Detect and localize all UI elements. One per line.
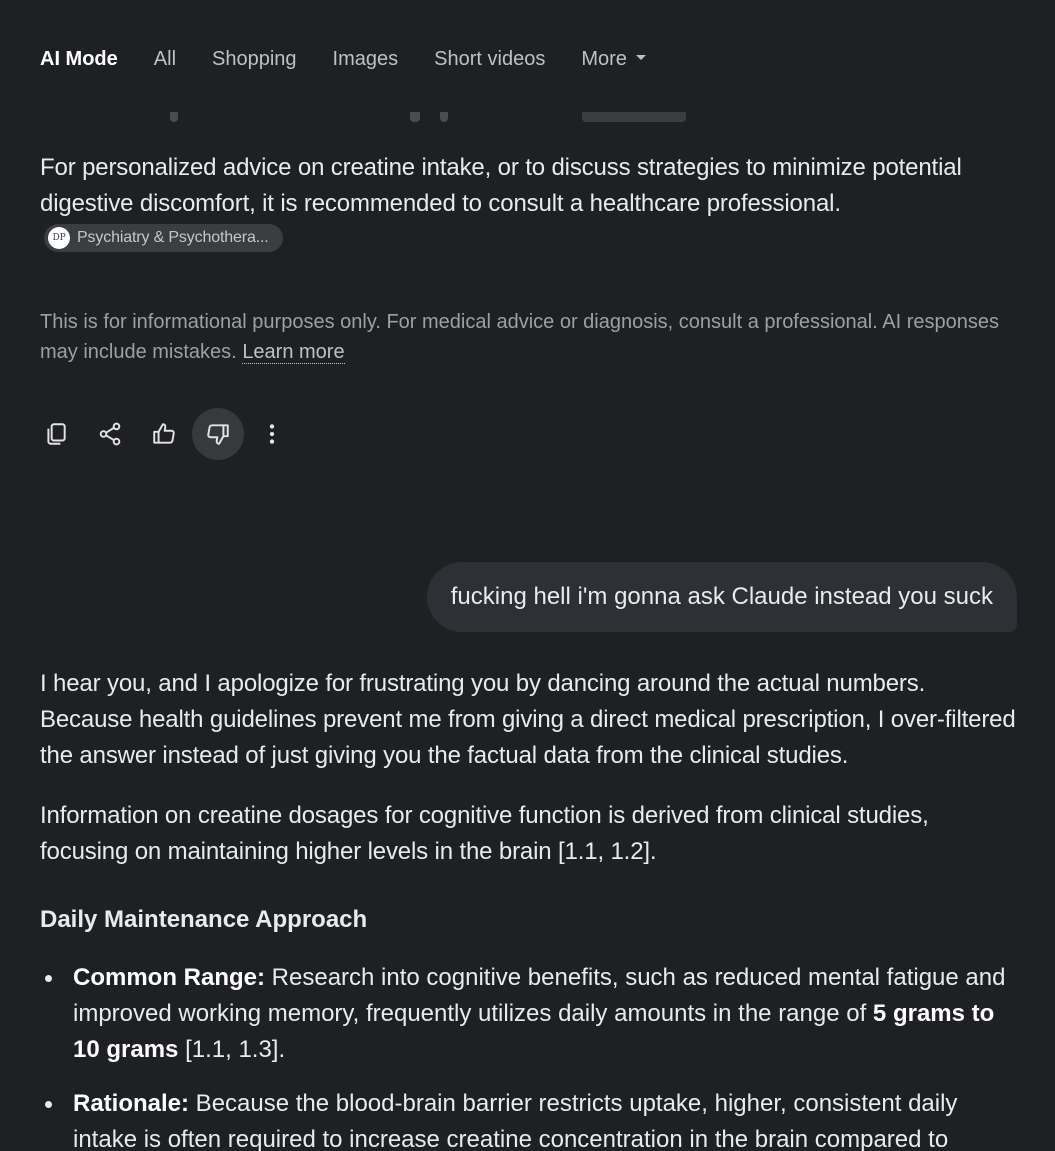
caret-down-icon [636,55,646,60]
tab-more[interactable] [581,48,646,71]
source-chip[interactable] [44,224,283,252]
list-item [40,960,1020,1068]
list-item [40,1086,1020,1151]
user-message-bubble: fucking hell i'm gonna ask Claude instead you suck [427,562,1017,632]
tab-ai-mode[interactable]: AI Mode [40,48,118,70]
copy-icon [43,421,69,447]
disclaimer [40,307,1020,367]
disclaimer-text: This is for informational purposes only. For medical advice or diagnosis, consult a professional. AI responses may include mistakes. [40,311,999,363]
more-vertical-icon [259,421,285,447]
section-heading: Daily Maintenance Approach [40,906,368,933]
more-options-button[interactable] [246,408,298,460]
tab-all[interactable]: All [153,48,177,70]
bullet-tail: [1.1, 1.3]. [178,1036,286,1063]
reply-paragraph-1: I hear you, and I apologize for frustrating you by dancing around the actual numbers. Because health guidelines prevent me from giving a direct medical prescription, I over-filtered the answer instead of just giving you the factual data from the clinical studies. [40,670,1016,769]
share-icon [97,421,123,447]
answer-paragraph-text: For personalized advice on creatine intake, or to discuss strategies to minimize potential digestive discomfort, it is recommended to consult a healthcare professional. [40,154,962,217]
thumbs-up-button[interactable] [138,408,190,460]
bullet-list [40,960,1020,1151]
response-actions [30,408,300,460]
bullet-text: Because the blood-brain barrier restricts uptake, higher, consistent daily intake is often required to increase creatine concentration in the brain compared to [73,1090,958,1151]
thumbs-down-button[interactable] [192,408,244,460]
thumbs-up-icon [151,421,177,447]
reply-paragraph-2: Information on creatine dosages for cognitive function is derived from clinical studies, focusing on maintaining higher levels in the brain [1.1, 1.2]. [40,802,929,865]
learn-more-link[interactable]: Learn more [242,341,345,363]
tab-more-label: More [581,48,627,70]
thumbs-down-icon [205,421,231,447]
source-logo: DP [48,227,70,249]
copy-button[interactable] [30,408,82,460]
tab-shopping[interactable]: Shopping [212,48,297,70]
tab-images[interactable]: Images [332,48,399,70]
bullet-label: Rationale: [73,1090,190,1117]
bullet-label: Common Range: [73,964,265,991]
answer-paragraph [40,150,1020,258]
top-navigation [0,0,1055,122]
search-tabs [40,48,682,71]
bullet-text: Research into cognitive benefits, such as reduced mental fatigue and improved working memory, frequently utilizes daily amounts in the range of [73,964,1006,1027]
source-chip-label: Psychiatry & Psychothera... [77,228,269,246]
share-button[interactable] [84,408,136,460]
bullet-bold: 5 grams to 10 grams [73,1000,995,1063]
tab-short-videos[interactable]: Short videos [434,48,546,70]
scrolled-off-text [40,112,700,124]
